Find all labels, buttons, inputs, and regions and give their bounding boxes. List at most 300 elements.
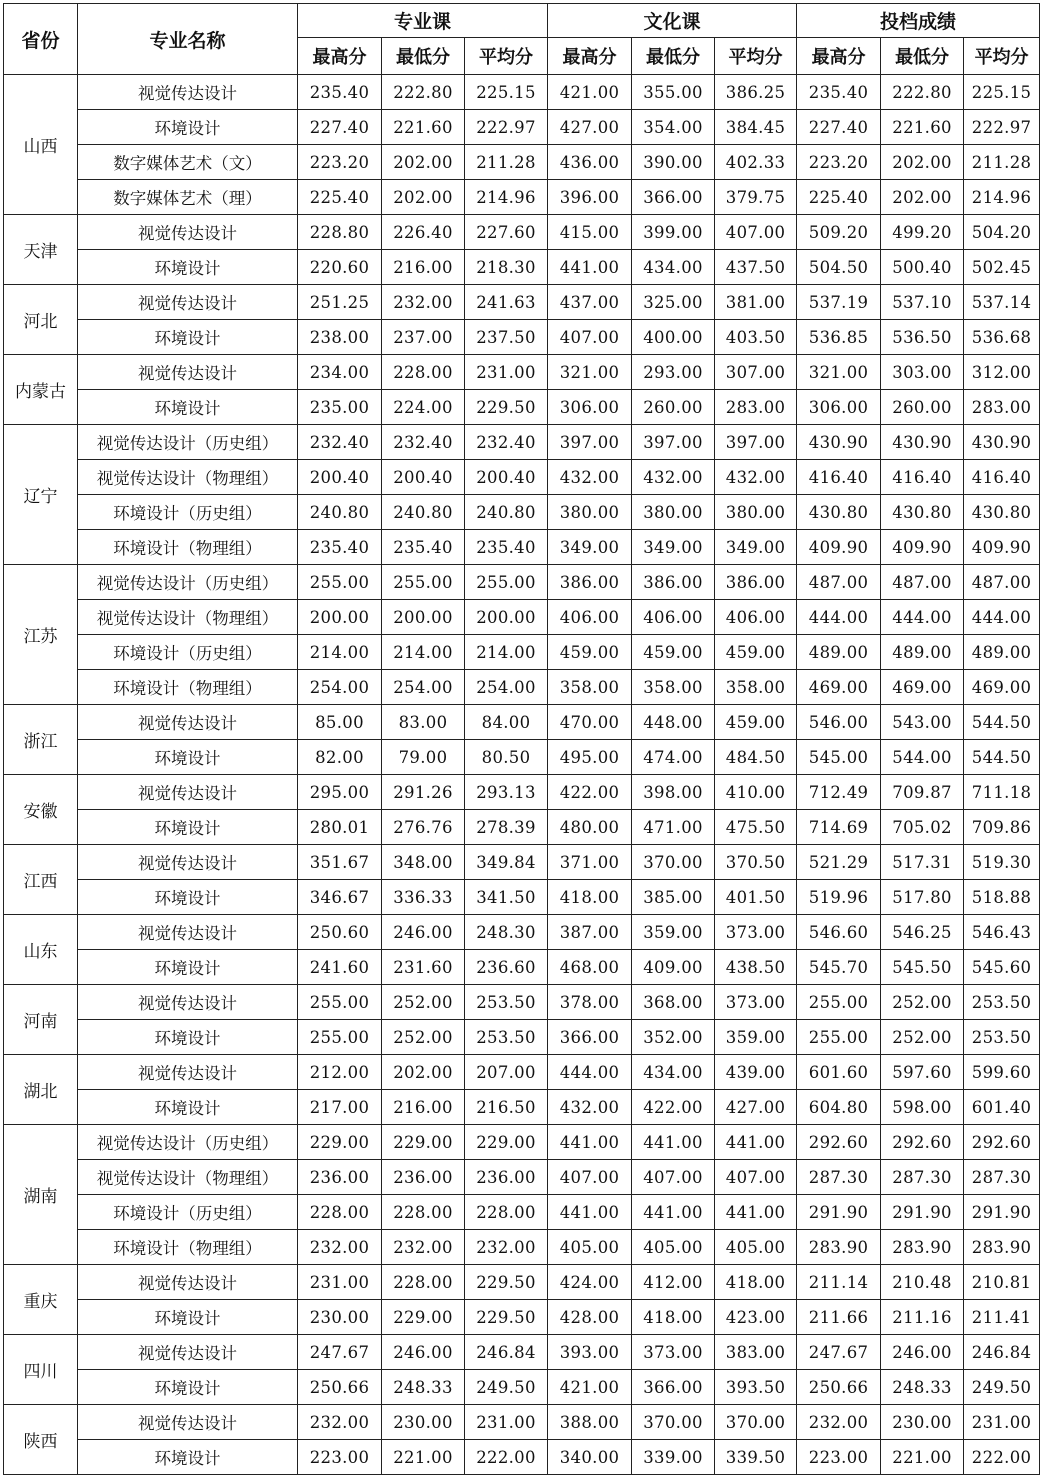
score-cell: 303.00 (881, 355, 964, 390)
score-cell: 383.00 (715, 1335, 797, 1370)
score-cell: 79.00 (382, 740, 465, 775)
score-cell: 200.00 (298, 600, 382, 635)
score-cell: 231.00 (465, 355, 548, 390)
score-cell: 276.76 (382, 810, 465, 845)
major-cell: 环境设计 (78, 250, 298, 285)
score-cell: 480.00 (548, 810, 632, 845)
header-group-culture: 文化课 (548, 4, 797, 38)
score-cell: 287.30 (797, 1160, 881, 1195)
score-cell: 502.45 (964, 250, 1040, 285)
score-cell: 359.00 (715, 1020, 797, 1055)
score-cell: 236.00 (382, 1160, 465, 1195)
score-cell: 366.00 (548, 1020, 632, 1055)
score-cell: 487.00 (797, 565, 881, 600)
province-cell: 山东 (4, 915, 78, 985)
score-cell: 200.40 (382, 460, 465, 495)
score-cell: 232.40 (382, 425, 465, 460)
major-cell: 环境设计（物理组） (78, 530, 298, 565)
header-group-admission: 投档成绩 (797, 4, 1040, 38)
score-cell: 415.00 (548, 215, 632, 250)
score-cell: 396.00 (548, 180, 632, 215)
score-cell: 487.00 (881, 565, 964, 600)
score-cell: 249.50 (465, 1370, 548, 1405)
table-row (4, 1335, 1040, 1370)
major-cell: 视觉传达设计 (78, 285, 298, 320)
score-cell: 714.69 (797, 810, 881, 845)
table-row (4, 565, 1040, 600)
score-cell: 202.00 (382, 145, 465, 180)
score-cell: 232.00 (797, 1405, 881, 1440)
score-cell: 253.50 (964, 985, 1040, 1020)
score-cell: 200.00 (465, 600, 548, 635)
score-cell: 380.00 (548, 495, 632, 530)
major-cell: 环境设计（历史组） (78, 635, 298, 670)
score-cell: 232.00 (382, 1230, 465, 1265)
score-cell: 359.00 (632, 915, 715, 950)
score-cell: 221.60 (881, 110, 964, 145)
score-cell: 236.60 (465, 950, 548, 985)
table-row (4, 1230, 1040, 1265)
table-row (4, 1090, 1040, 1125)
score-cell: 280.01 (298, 810, 382, 845)
score-cell: 421.00 (548, 75, 632, 110)
score-cell: 427.00 (715, 1090, 797, 1125)
score-cell: 545.00 (797, 740, 881, 775)
score-cell: 292.60 (797, 1125, 881, 1160)
score-cell: 255.00 (382, 565, 465, 600)
score-cell: 226.40 (382, 215, 465, 250)
score-cell: 241.63 (465, 285, 548, 320)
score-cell: 253.50 (465, 985, 548, 1020)
score-cell: 444.00 (797, 600, 881, 635)
score-cell: 504.20 (964, 215, 1040, 250)
score-cell: 536.50 (881, 320, 964, 355)
score-cell: 386.00 (632, 565, 715, 600)
score-cell: 202.00 (382, 180, 465, 215)
major-cell: 环境设计 (78, 1440, 298, 1475)
score-cell: 427.00 (548, 110, 632, 145)
score-cell: 407.00 (548, 320, 632, 355)
score-cell: 202.00 (382, 1055, 465, 1090)
admission-score-table (3, 3, 1040, 1475)
score-cell: 371.00 (548, 845, 632, 880)
score-cell: 248.30 (465, 915, 548, 950)
score-cell: 240.80 (465, 495, 548, 530)
major-cell: 视觉传达设计 (78, 355, 298, 390)
table-row (4, 915, 1040, 950)
score-cell: 407.00 (548, 1160, 632, 1195)
score-cell: 287.30 (964, 1160, 1040, 1195)
table-row (4, 390, 1040, 425)
score-cell: 253.50 (964, 1020, 1040, 1055)
table-row (4, 1020, 1040, 1055)
score-cell: 709.86 (964, 810, 1040, 845)
table-row (4, 950, 1040, 985)
major-cell: 视觉传达设计（物理组） (78, 1160, 298, 1195)
score-cell: 222.97 (964, 110, 1040, 145)
score-cell: 240.80 (298, 495, 382, 530)
score-cell: 366.00 (632, 180, 715, 215)
score-cell: 216.50 (465, 1090, 548, 1125)
major-cell: 环境设计 (78, 1300, 298, 1335)
table-row (4, 425, 1040, 460)
score-cell: 238.00 (298, 320, 382, 355)
score-cell: 439.00 (715, 1055, 797, 1090)
major-cell: 视觉传达设计（历史组） (78, 425, 298, 460)
score-cell: 358.00 (632, 670, 715, 705)
score-cell: 409.90 (964, 530, 1040, 565)
score-cell: 348.00 (382, 845, 465, 880)
table-row (4, 75, 1040, 110)
score-cell: 407.00 (632, 1160, 715, 1195)
score-cell: 380.00 (715, 495, 797, 530)
major-cell: 环境设计（物理组） (78, 1230, 298, 1265)
score-cell: 224.00 (382, 390, 465, 425)
province-cell: 河南 (4, 985, 78, 1055)
score-cell: 517.80 (881, 880, 964, 915)
score-cell: 521.29 (797, 845, 881, 880)
major-cell: 视觉传达设计（历史组） (78, 565, 298, 600)
major-cell: 视觉传达设计 (78, 1265, 298, 1300)
score-cell: 487.00 (964, 565, 1040, 600)
header-group-professional: 专业课 (298, 4, 548, 38)
score-cell: 448.00 (632, 705, 715, 740)
major-cell: 环境设计 (78, 810, 298, 845)
table-row (4, 1160, 1040, 1195)
score-cell: 223.20 (298, 145, 382, 180)
score-cell: 430.80 (964, 495, 1040, 530)
score-cell: 222.00 (964, 1440, 1040, 1475)
score-cell: 401.50 (715, 880, 797, 915)
score-cell: 536.68 (964, 320, 1040, 355)
score-cell: 410.00 (715, 775, 797, 810)
major-cell: 视觉传达设计 (78, 215, 298, 250)
score-cell: 229.50 (465, 1300, 548, 1335)
province-cell: 河北 (4, 285, 78, 355)
province-cell: 湖南 (4, 1125, 78, 1265)
header-max: 最高分 (797, 38, 881, 75)
score-cell: 230.00 (881, 1405, 964, 1440)
score-cell: 287.30 (881, 1160, 964, 1195)
score-cell: 444.00 (881, 600, 964, 635)
score-cell: 546.00 (797, 705, 881, 740)
score-cell: 416.40 (797, 460, 881, 495)
major-cell: 视觉传达设计 (78, 985, 298, 1020)
score-cell: 228.00 (382, 1265, 465, 1300)
score-cell: 434.00 (632, 1055, 715, 1090)
score-cell: 393.50 (715, 1370, 797, 1405)
score-cell: 229.50 (465, 1265, 548, 1300)
score-cell: 260.00 (881, 390, 964, 425)
score-cell: 379.75 (715, 180, 797, 215)
major-cell: 视觉传达设计（物理组） (78, 600, 298, 635)
score-cell: 225.40 (298, 180, 382, 215)
table-row (4, 1405, 1040, 1440)
score-cell: 216.00 (382, 1090, 465, 1125)
score-cell: 229.00 (382, 1125, 465, 1160)
province-cell: 重庆 (4, 1265, 78, 1335)
header-province: 省份 (4, 4, 78, 75)
score-cell: 430.90 (797, 425, 881, 460)
score-cell: 422.00 (548, 775, 632, 810)
major-cell: 环境设计 (78, 320, 298, 355)
table-row (4, 1265, 1040, 1300)
score-cell: 405.00 (715, 1230, 797, 1265)
table-row (4, 1055, 1040, 1090)
score-cell: 597.60 (881, 1055, 964, 1090)
score-cell: 400.00 (632, 320, 715, 355)
score-cell: 504.50 (797, 250, 881, 285)
score-cell: 307.00 (715, 355, 797, 390)
score-cell: 228.00 (382, 1195, 465, 1230)
score-cell: 249.50 (964, 1370, 1040, 1405)
table-row (4, 670, 1040, 705)
major-cell: 环境设计（物理组） (78, 670, 298, 705)
score-cell: 397.00 (715, 425, 797, 460)
score-cell: 211.14 (797, 1265, 881, 1300)
score-cell: 370.00 (632, 845, 715, 880)
score-cell: 250.66 (797, 1370, 881, 1405)
score-cell: 234.00 (298, 355, 382, 390)
header-min: 最低分 (881, 38, 964, 75)
score-cell: 200.00 (382, 600, 465, 635)
score-cell: 237.00 (382, 320, 465, 355)
table-row (4, 740, 1040, 775)
score-cell: 537.10 (881, 285, 964, 320)
score-cell: 403.50 (715, 320, 797, 355)
score-cell: 471.00 (632, 810, 715, 845)
score-cell: 470.00 (548, 705, 632, 740)
score-cell: 388.00 (548, 1405, 632, 1440)
score-cell: 254.00 (298, 670, 382, 705)
major-cell: 视觉传达设计 (78, 705, 298, 740)
score-cell: 469.00 (881, 670, 964, 705)
score-cell: 227.40 (797, 110, 881, 145)
score-cell: 423.00 (715, 1300, 797, 1335)
score-cell: 246.84 (465, 1335, 548, 1370)
table-row (4, 1125, 1040, 1160)
score-cell: 432.00 (548, 1090, 632, 1125)
major-cell: 环境设计 (78, 950, 298, 985)
score-cell: 406.00 (632, 600, 715, 635)
major-cell: 环境设计（历史组） (78, 495, 298, 530)
major-cell: 环境设计 (78, 390, 298, 425)
score-cell: 223.00 (797, 1440, 881, 1475)
score-cell: 459.00 (715, 635, 797, 670)
score-cell: 469.00 (964, 670, 1040, 705)
table-row (4, 1440, 1040, 1475)
score-cell: 225.15 (465, 75, 548, 110)
score-cell: 283.00 (964, 390, 1040, 425)
score-cell: 254.00 (382, 670, 465, 705)
score-cell: 211.28 (465, 145, 548, 180)
score-cell: 246.84 (964, 1335, 1040, 1370)
table-row (4, 110, 1040, 145)
score-cell: 232.00 (298, 1405, 382, 1440)
score-cell: 230.00 (298, 1300, 382, 1335)
score-cell: 346.67 (298, 880, 382, 915)
score-cell: 321.00 (548, 355, 632, 390)
table-row (4, 180, 1040, 215)
score-cell: 211.41 (964, 1300, 1040, 1335)
score-cell: 546.43 (964, 915, 1040, 950)
table-row (4, 1195, 1040, 1230)
score-cell: 251.25 (298, 285, 382, 320)
score-cell: 232.40 (465, 425, 548, 460)
score-cell: 293.13 (465, 775, 548, 810)
major-cell: 视觉传达设计（历史组） (78, 1125, 298, 1160)
score-cell: 255.00 (797, 985, 881, 1020)
score-cell: 351.67 (298, 845, 382, 880)
table-row (4, 215, 1040, 250)
score-cell: 386.00 (715, 565, 797, 600)
score-cell: 202.00 (881, 180, 964, 215)
score-cell: 500.40 (881, 250, 964, 285)
major-cell: 环境设计 (78, 1020, 298, 1055)
score-cell: 248.33 (881, 1370, 964, 1405)
score-cell: 407.00 (715, 1160, 797, 1195)
province-cell: 四川 (4, 1335, 78, 1405)
table-row (4, 600, 1040, 635)
major-cell: 视觉传达设计 (78, 1055, 298, 1090)
score-cell: 430.90 (964, 425, 1040, 460)
score-cell: 397.00 (548, 425, 632, 460)
score-cell: 537.19 (797, 285, 881, 320)
score-cell: 255.00 (298, 565, 382, 600)
score-cell: 207.00 (465, 1055, 548, 1090)
score-cell: 352.00 (632, 1020, 715, 1055)
score-cell: 232.00 (298, 1230, 382, 1265)
score-cell: 545.50 (881, 950, 964, 985)
score-cell: 543.00 (881, 705, 964, 740)
score-cell: 247.67 (298, 1335, 382, 1370)
score-cell: 545.60 (964, 950, 1040, 985)
score-cell: 223.20 (797, 145, 881, 180)
score-cell: 354.00 (632, 110, 715, 145)
header-min: 最低分 (632, 38, 715, 75)
score-cell: 235.00 (298, 390, 382, 425)
score-cell: 211.66 (797, 1300, 881, 1335)
score-cell: 248.33 (382, 1370, 465, 1405)
score-cell: 441.00 (632, 1195, 715, 1230)
score-cell: 252.00 (881, 1020, 964, 1055)
header-min: 最低分 (382, 38, 465, 75)
score-cell: 283.90 (881, 1230, 964, 1265)
score-cell: 469.00 (797, 670, 881, 705)
score-cell: 240.80 (382, 495, 465, 530)
score-cell: 250.66 (298, 1370, 382, 1405)
score-cell: 519.30 (964, 845, 1040, 880)
score-cell: 421.00 (548, 1370, 632, 1405)
province-cell: 江苏 (4, 565, 78, 705)
score-cell: 291.26 (382, 775, 465, 810)
score-cell: 517.31 (881, 845, 964, 880)
score-cell: 519.96 (797, 880, 881, 915)
score-cell: 489.00 (797, 635, 881, 670)
score-cell: 283.00 (715, 390, 797, 425)
score-cell: 366.00 (632, 1370, 715, 1405)
score-cell: 225.15 (964, 75, 1040, 110)
score-cell: 227.60 (465, 215, 548, 250)
table-row (4, 1300, 1040, 1335)
score-cell: 495.00 (548, 740, 632, 775)
table-row (4, 635, 1040, 670)
score-cell: 712.49 (797, 775, 881, 810)
score-cell: 441.00 (548, 250, 632, 285)
score-cell: 254.00 (465, 670, 548, 705)
score-cell: 484.50 (715, 740, 797, 775)
score-cell: 489.00 (964, 635, 1040, 670)
score-cell: 416.40 (881, 460, 964, 495)
score-cell: 381.00 (715, 285, 797, 320)
table-row (4, 495, 1040, 530)
score-cell: 475.50 (715, 810, 797, 845)
score-cell: 229.00 (465, 1125, 548, 1160)
score-cell: 222.00 (465, 1440, 548, 1475)
score-cell: 214.96 (964, 180, 1040, 215)
score-cell: 441.00 (715, 1125, 797, 1160)
table-row (4, 530, 1040, 565)
score-cell: 349.00 (632, 530, 715, 565)
score-cell: 235.40 (382, 530, 465, 565)
score-cell: 339.00 (632, 1440, 715, 1475)
score-cell: 459.00 (548, 635, 632, 670)
score-cell: 291.90 (881, 1195, 964, 1230)
score-cell: 211.16 (881, 1300, 964, 1335)
score-cell: 218.30 (465, 250, 548, 285)
score-cell: 252.00 (382, 985, 465, 1020)
score-cell: 283.90 (964, 1230, 1040, 1265)
score-cell: 228.00 (465, 1195, 548, 1230)
score-cell: 409.90 (797, 530, 881, 565)
score-cell: 418.00 (632, 1300, 715, 1335)
table-row (4, 460, 1040, 495)
score-cell: 406.00 (715, 600, 797, 635)
score-cell: 438.50 (715, 950, 797, 985)
header-avg: 平均分 (964, 38, 1040, 75)
score-cell: 306.00 (548, 390, 632, 425)
score-cell: 544.50 (964, 705, 1040, 740)
header-max: 最高分 (298, 38, 382, 75)
province-cell: 江西 (4, 845, 78, 915)
score-cell: 235.40 (298, 75, 382, 110)
score-cell: 231.00 (298, 1265, 382, 1300)
score-cell: 386.00 (548, 565, 632, 600)
score-cell: 358.00 (548, 670, 632, 705)
score-cell: 432.00 (632, 460, 715, 495)
score-cell: 291.90 (964, 1195, 1040, 1230)
province-cell: 山西 (4, 75, 78, 215)
score-cell: 544.50 (964, 740, 1040, 775)
score-cell: 474.00 (632, 740, 715, 775)
score-cell: 228.80 (298, 215, 382, 250)
score-cell: 292.60 (881, 1125, 964, 1160)
score-table-wrapper (3, 3, 1040, 1475)
table-row (4, 810, 1040, 845)
score-cell: 228.00 (382, 355, 465, 390)
score-cell: 418.00 (715, 1265, 797, 1300)
score-cell: 373.00 (632, 1335, 715, 1370)
header-major: 专业名称 (78, 4, 298, 75)
score-cell: 221.60 (382, 110, 465, 145)
score-cell: 237.50 (465, 320, 548, 355)
province-cell: 内蒙古 (4, 355, 78, 425)
score-cell: 349.00 (548, 530, 632, 565)
score-cell: 402.33 (715, 145, 797, 180)
score-cell: 444.00 (548, 1055, 632, 1090)
score-cell: 229.50 (465, 390, 548, 425)
score-cell: 255.00 (465, 565, 548, 600)
